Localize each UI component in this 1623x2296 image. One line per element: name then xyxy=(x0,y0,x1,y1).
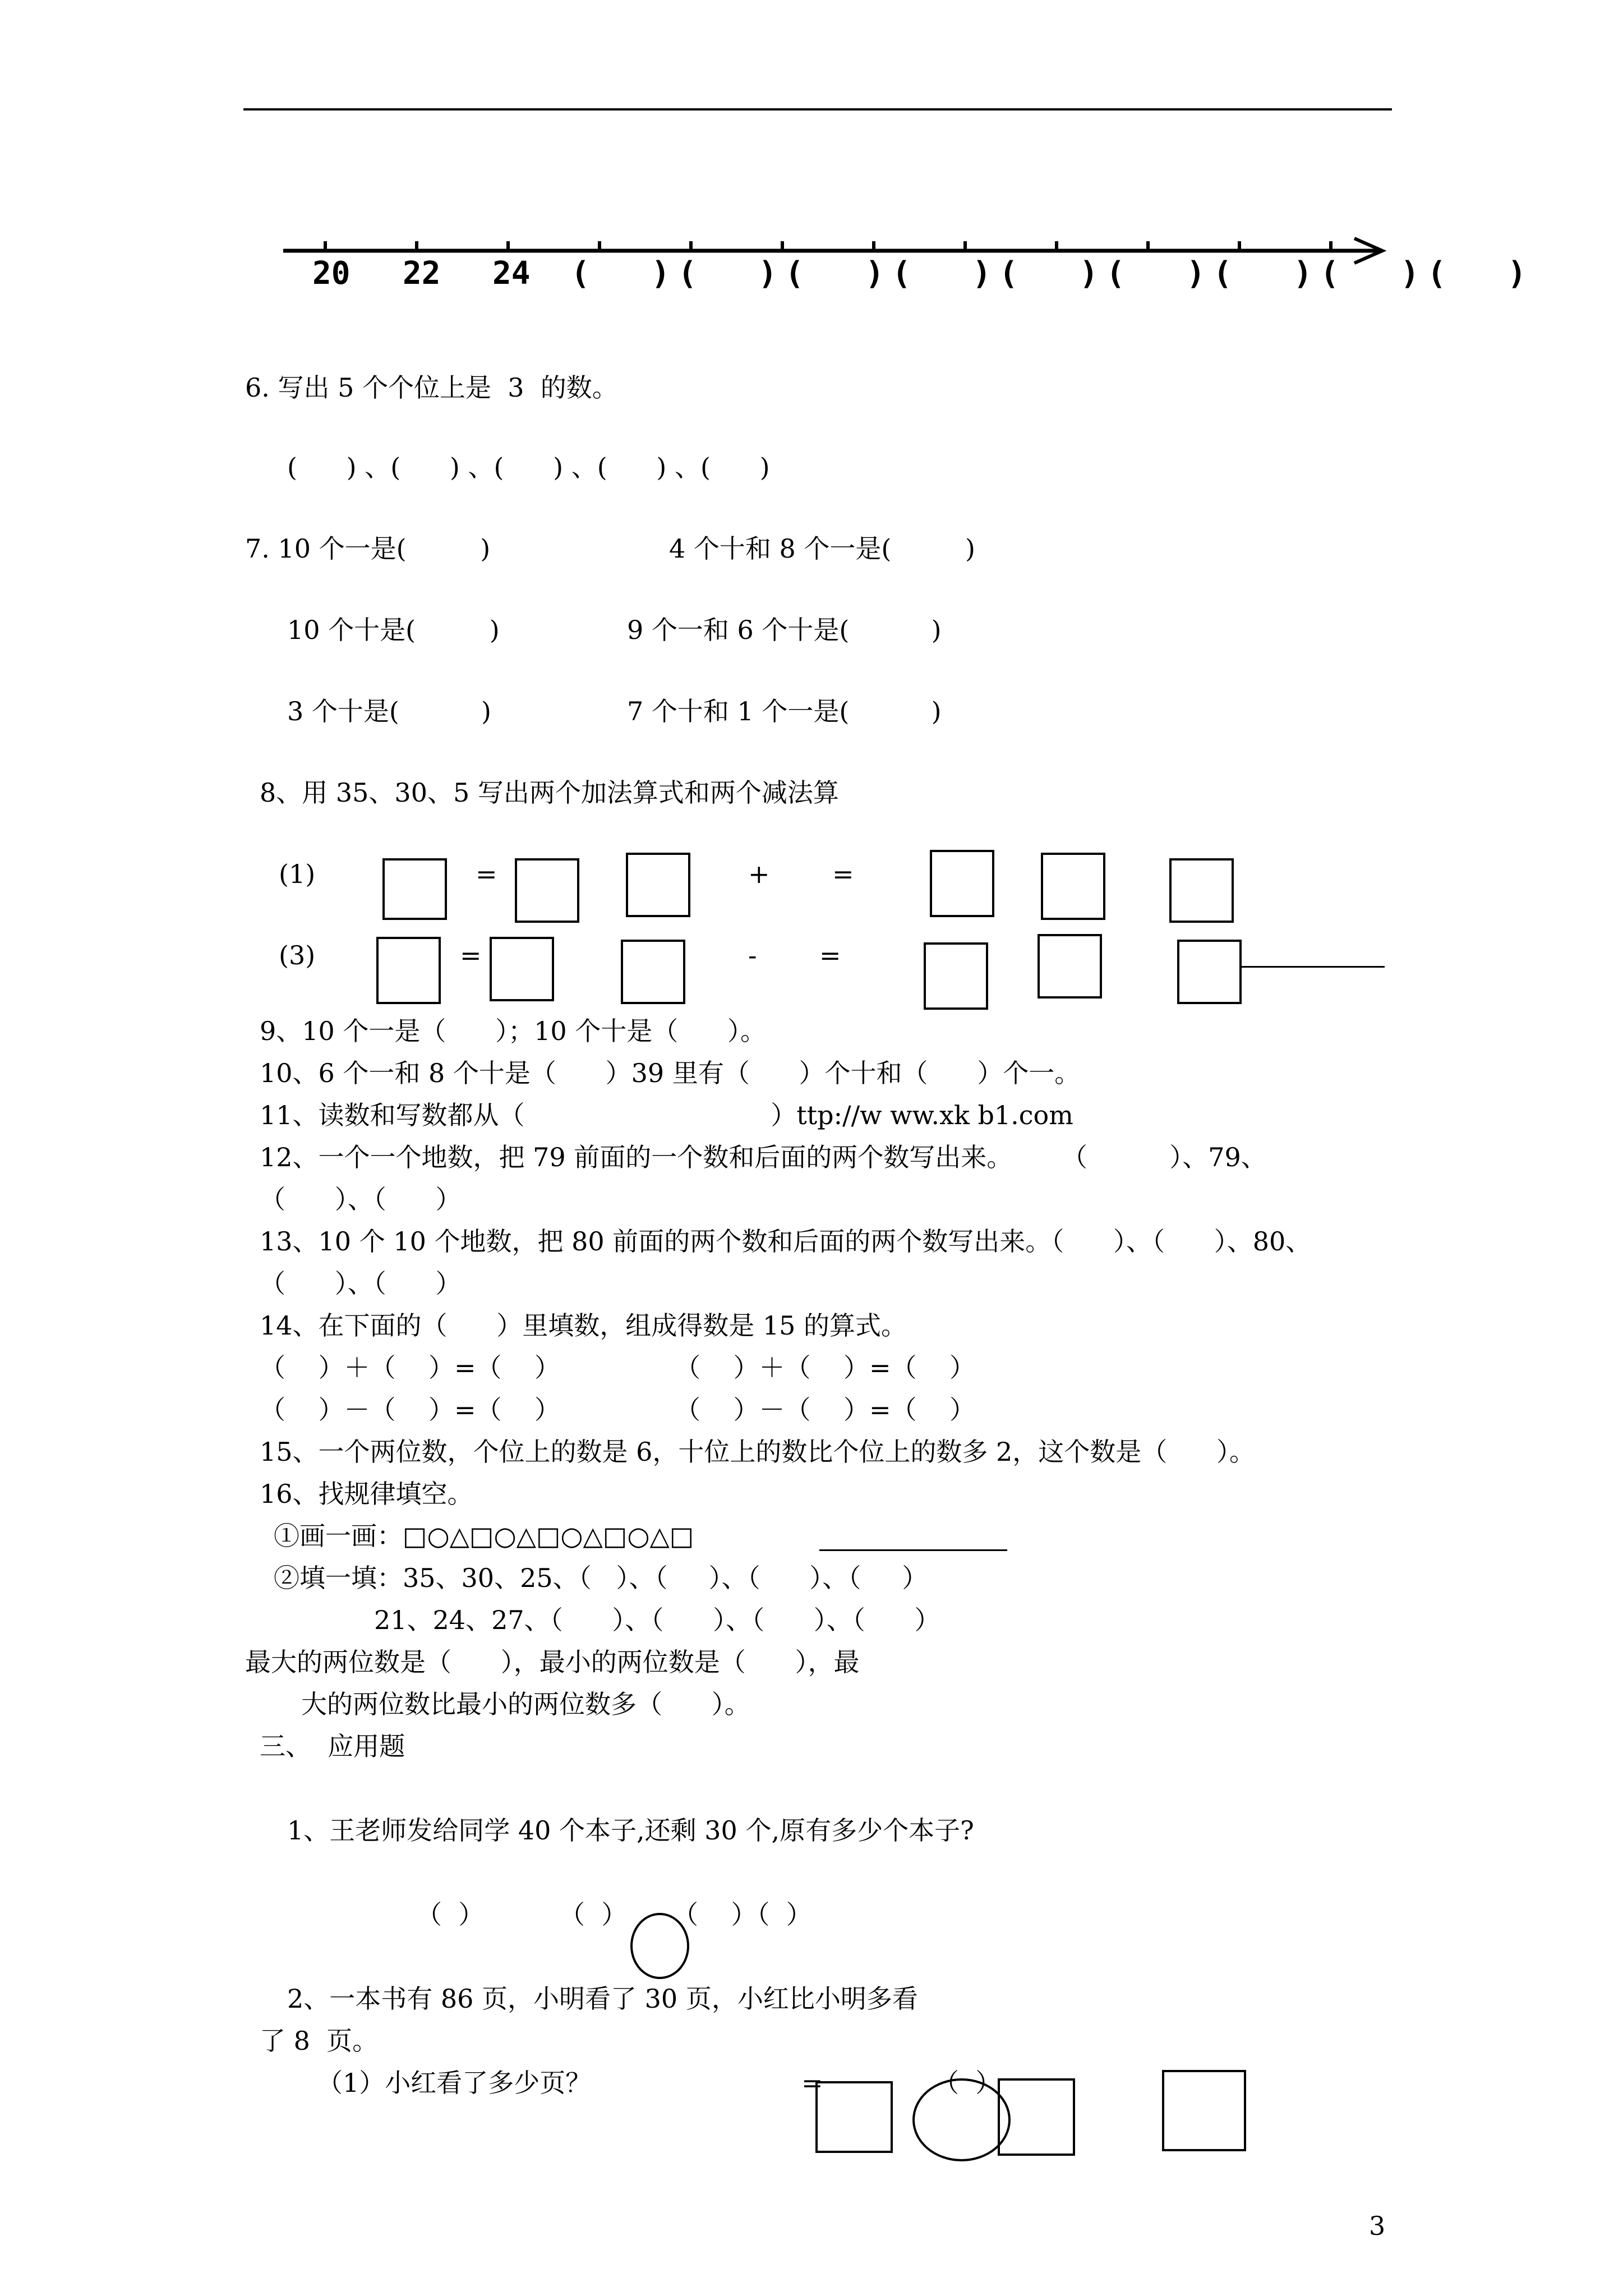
q8-row1-box-5[interactable] xyxy=(1041,853,1105,920)
q8-row1-box-1[interactable] xyxy=(382,858,447,920)
q8-row3-box-3[interactable] xyxy=(621,940,685,1004)
q12-line1[interactable]: 12、一个一个地数，把 79 前面的一个数和后面的两个数写出来。 （ ）、79、 xyxy=(260,1142,1267,1172)
q16-max-line1[interactable]: 最大的两位数是（ ），最小的两位数是（ ），最 xyxy=(245,1647,860,1677)
q8-row1-plus: + xyxy=(748,859,770,889)
q8-row1-eq2: = xyxy=(832,859,854,889)
q7-r2b[interactable]: 9 个一和 6 个十是( ) xyxy=(627,615,942,645)
app2-operator-circle[interactable] xyxy=(912,2078,1011,2161)
q7-r3a[interactable]: 3 个十是( ) xyxy=(287,696,492,726)
q8-row3-answer-line xyxy=(1242,966,1385,968)
number-line-label-20: 20 xyxy=(312,255,351,292)
q8-row1-eq: = xyxy=(476,859,497,889)
q16-title: 16、找规律填空。 xyxy=(260,1479,473,1509)
section-3-heading: 三、 应用题 xyxy=(260,1731,405,1761)
app1-blank-b[interactable]: （ ） xyxy=(559,1899,628,1930)
q16-draw: ①画一画：□○△□○△□○△□○△□ xyxy=(274,1521,694,1551)
q9[interactable]: 9、10 个一是（ ）；10 个十是（ ）。 xyxy=(260,1016,767,1046)
app1-title: 1、王老师发给同学 40 个本子,还剩 30 个,原有多少个本子? xyxy=(287,1815,974,1846)
page-number: 3 xyxy=(1369,2211,1386,2241)
q8-row3-box-1[interactable] xyxy=(376,937,441,1004)
q13-line1[interactable]: 13、10 个 10 个地数，把 80 前面的两个数和后面的两个数写出来。（ ）、（ ）、80、 xyxy=(260,1226,1312,1257)
app2-line1: 2、一本书有 86 页，小明看了 30 页，小红比小明多看 xyxy=(287,1984,918,2014)
q14-r2b[interactable]: （ ）－（ ）=（ ） xyxy=(675,1395,976,1425)
q8-row3-box-5[interactable] xyxy=(1038,934,1102,999)
q7-r2a[interactable]: 10 个十是( ) xyxy=(287,615,500,645)
number-line-label-22: 22 xyxy=(403,255,441,292)
q8-row1-box-3[interactable] xyxy=(626,853,690,917)
q8-row1-label: (1) xyxy=(279,859,316,889)
q6-title: 6. 写出 5 个个位上是 3 的数。 xyxy=(245,372,618,403)
app1-blank-c[interactable]: （ ）（ ） xyxy=(672,1899,812,1930)
q10[interactable]: 10、6 个一和 8 个十是（ ）39 里有（ ）个十和（ ）个一。 xyxy=(260,1058,1081,1088)
q8-row3-minus: - xyxy=(748,940,757,970)
number-line-label-24: 24 xyxy=(492,255,531,292)
q8-row1-box-2[interactable] xyxy=(515,858,579,923)
q14-title: 14、在下面的（ ）里填数，组成得数是 15 的算式。 xyxy=(260,1310,907,1341)
app2-sub1: （1）小红看了多少页？ xyxy=(317,2068,592,2098)
q7-title-b[interactable]: 4 个十和 8 个一是( ) xyxy=(669,533,975,564)
q8-row3-label: (3) xyxy=(279,940,316,970)
q16-max-line2[interactable]: 大的两位数比最小的两位数多（ ）。 xyxy=(301,1689,750,1719)
q8-row1-box-4[interactable] xyxy=(930,850,994,917)
q13-line2[interactable]: （ ）、（ ） xyxy=(260,1268,462,1299)
q15[interactable]: 15、一个两位数，个位上的数是 6，十位上的数比个位上的数多 2，这个数是（ ）。 xyxy=(260,1437,1256,1467)
q8-row3-box-2[interactable] xyxy=(490,937,554,1001)
app2-box-2[interactable] xyxy=(998,2078,1075,2156)
q14-r1a[interactable]: （ ）＋（ ）=（ ） xyxy=(260,1352,561,1383)
q8-title: 8、用 35、30、5 写出两个加法算式和两个减法算 xyxy=(260,777,839,808)
q8-row3-eq: = xyxy=(460,940,482,970)
app2-blank[interactable]: （ ） xyxy=(933,2068,1002,2098)
number-line-blanks[interactable]: ( )( )( )( )( )( )( )( )( ) xyxy=(571,255,1534,292)
q14-r1b[interactable]: （ ）＋（ ）=（ ） xyxy=(675,1352,976,1383)
app2-line2: 了 8 页。 xyxy=(260,2026,379,2056)
q16-draw-answer-line[interactable] xyxy=(819,1549,1007,1551)
q14-r2a[interactable]: （ ）－（ ）=（ ） xyxy=(260,1395,561,1425)
app1-blank-a[interactable]: （ ） xyxy=(416,1899,485,1930)
q7-r3b[interactable]: 7 个十和 1 个一是( ) xyxy=(627,696,942,726)
q8-row3-eq2: = xyxy=(819,940,841,970)
q8-row3-box-4[interactable] xyxy=(924,942,988,1010)
q6-blanks[interactable]: ( ) 、( ) 、( ) 、( ) 、( ) xyxy=(287,452,770,482)
q12-line2[interactable]: （ ）、（ ） xyxy=(260,1184,462,1214)
app2-eq: = xyxy=(801,2068,823,2098)
app2-box-3[interactable] xyxy=(1162,2070,1246,2151)
q16-fill-line2[interactable]: 21、24、27、（ ）、（ ）、（ ）、（ ） xyxy=(374,1605,940,1635)
q11[interactable]: 11、读数和写数都从（ ）ttp://w ww.xk b1.com xyxy=(260,1100,1073,1130)
q8-row1-box-6[interactable] xyxy=(1169,858,1234,923)
app2-box-1[interactable] xyxy=(815,2081,893,2153)
q8-row3-box-6[interactable] xyxy=(1177,940,1242,1004)
q16-fill[interactable]: ②填一填：35、30、25、（ ）、（ ）、（ ）、（ ） xyxy=(274,1563,928,1593)
app1-operator-circle[interactable] xyxy=(630,1913,689,1979)
q7-title-a[interactable]: 7. 10 个一是( ) xyxy=(245,533,491,564)
